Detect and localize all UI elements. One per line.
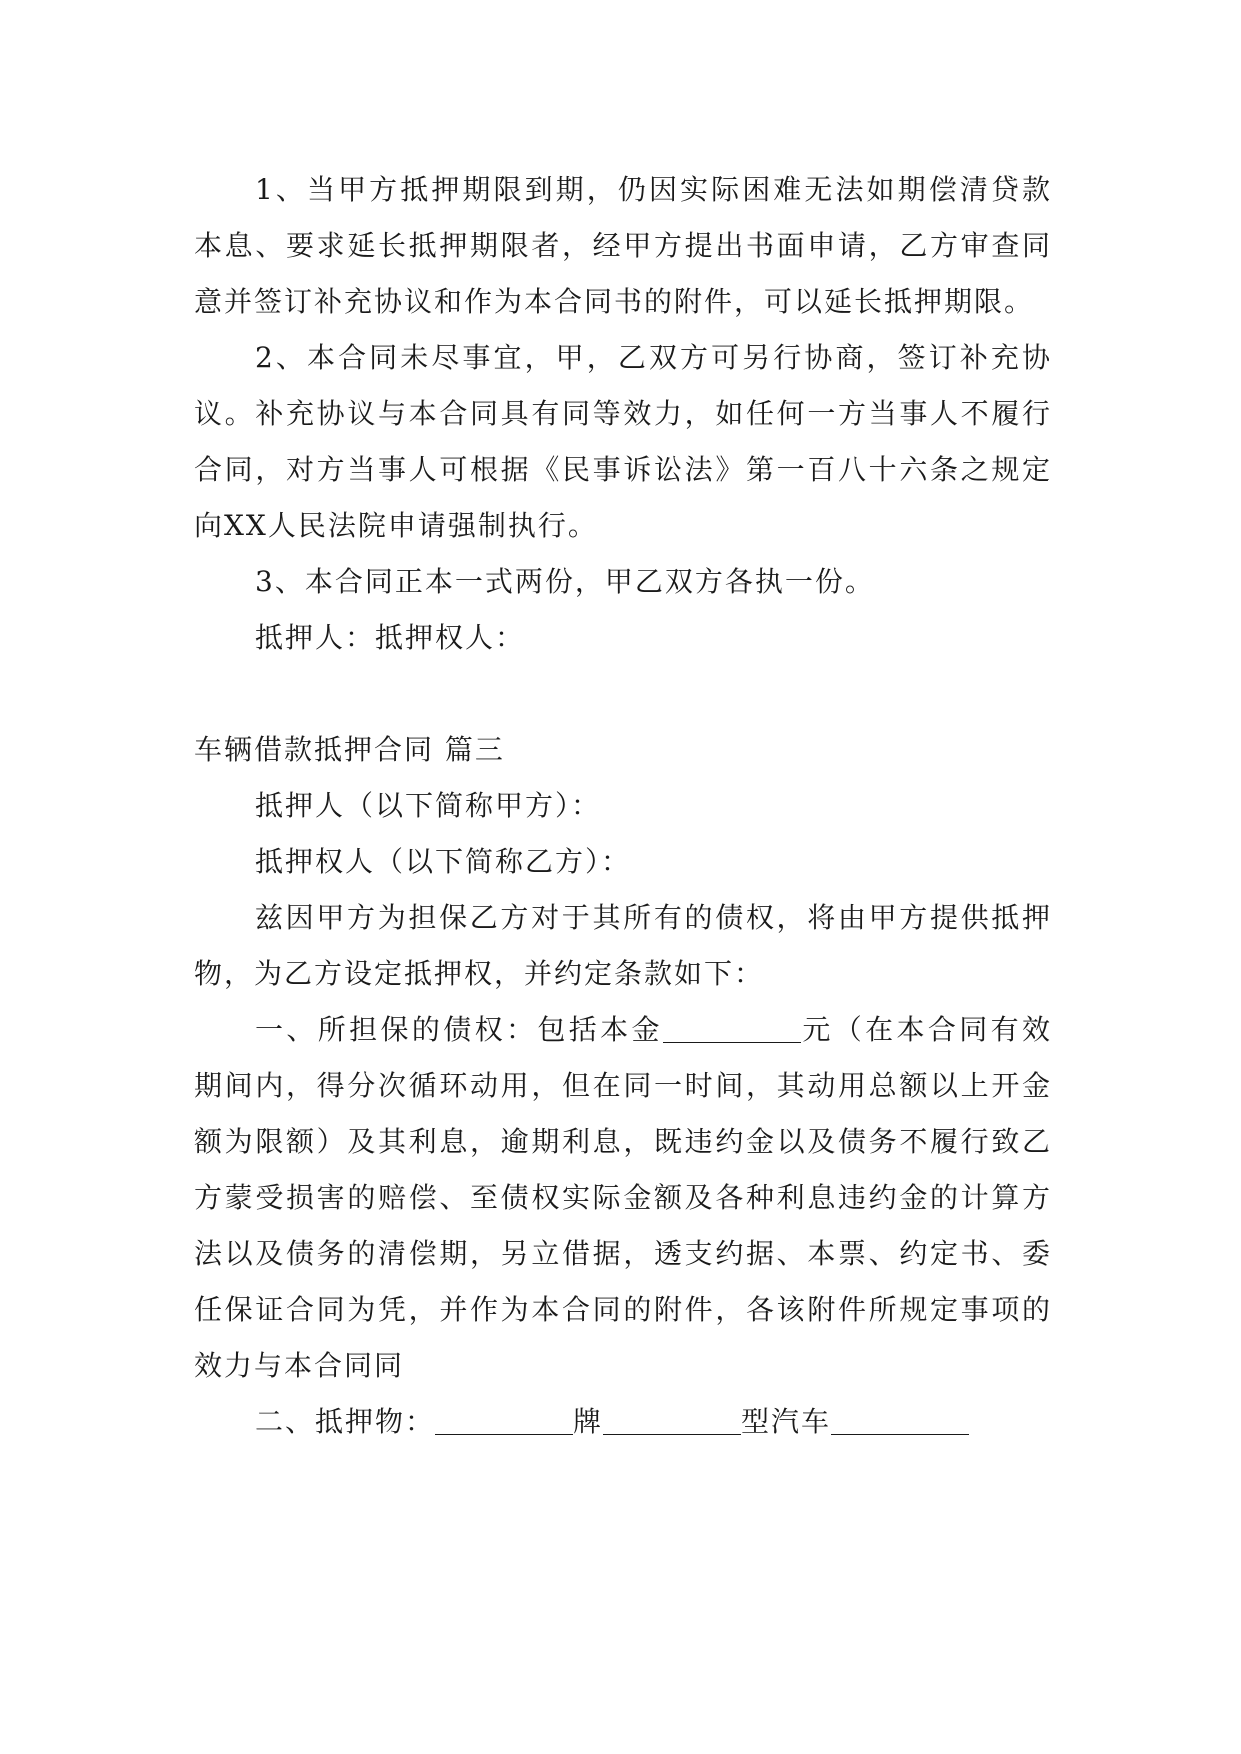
clause-two-prefix: 二、抵押物：	[255, 1405, 436, 1438]
model-blank	[603, 1408, 741, 1435]
principal-amount-blank	[663, 1016, 801, 1043]
section-heading: 车辆借款抵押合同 篇三	[194, 733, 505, 766]
intro-paragraph: 兹因甲方为担保乙方对于其所有的债权，将由甲方提供抵押物，为乙方设定抵押权，并约定条款如下：	[194, 901, 1052, 990]
paragraph-copies-clause: 3、本合同正本一式两份，甲乙双方各执一份。	[255, 565, 875, 598]
clause-one-paragraph	[194, 1002, 1052, 1394]
party-b-line: 抵押权人（以下简称乙方）：	[255, 845, 632, 878]
clause-one-suffix: 元（在本合同有效期间内，得分次循环动用，但在同一时间，其动用总额以上开金额为限额）及其利息，逾期利息，既违约金以及债务不履行致乙方蒙受损害的赔偿、至债权实际金额及各种利息违约金的计算方法以及债务的清偿期，另立借据，透支约据、本票、约定书、委任保证合同为凭，并作为本合同的附件，各该附件所规定事项的效力与本合同同	[194, 1013, 1052, 1382]
document-body	[194, 162, 1052, 1450]
brand-label: 牌	[573, 1405, 604, 1438]
paragraph-extension-clause: 1、当甲方抵押期限到期，仍因实际困难无法如期偿清贷款本息、要求延长抵押期限者，经甲方提出书面申请，乙方审查同意并签订补充协议和作为本合同书的附件，可以延长抵押期限。	[194, 173, 1052, 318]
party-a-line: 抵押人（以下简称甲方）：	[255, 789, 602, 822]
brand-blank	[435, 1408, 573, 1435]
vehicle-blank	[831, 1408, 969, 1435]
paragraph-supplementary-clause: 2、本合同未尽事宜，甲，乙双方可另行协商，签订补充协议。补充协议与本合同具有同等效力，如任何一方当事人不履行合同，对方当事人可根据《民事诉讼法》第一百八十六条之规定向XX人民法院申请强制执行。	[194, 341, 1052, 542]
model-label: 型汽车	[741, 1405, 832, 1438]
clause-one-prefix: 一、所担保的债权：包括本金	[255, 1013, 663, 1046]
signature-line: 抵押人：抵押权人：	[255, 621, 526, 654]
clause-two-paragraph	[194, 1394, 1052, 1450]
